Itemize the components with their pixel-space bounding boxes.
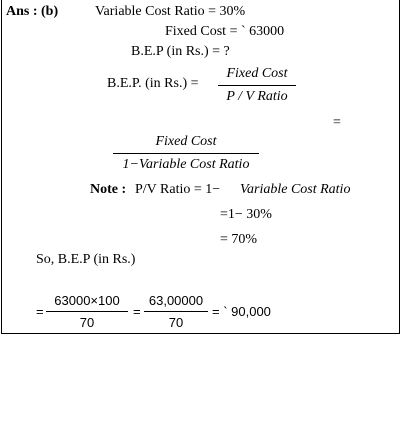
calc-denominator-1: 70 (79, 315, 95, 330)
formula-denominator: P / V Ratio (226, 89, 288, 104)
answer-label: Ans : (b) (6, 4, 59, 19)
fraction-bar (113, 153, 259, 154)
calc-equals-1: = (36, 304, 44, 319)
so-bep-line: So, B.E.P (in Rs.) (36, 252, 136, 267)
note-step-1: =1− 30% (220, 207, 272, 222)
note-label: Note : (90, 182, 127, 197)
fraction-bar (218, 85, 296, 86)
expanded-denominator: 1−Variable Cost Ratio (122, 157, 250, 172)
calc-denominator-2: 70 (168, 315, 184, 330)
calc-result: = ` 90,000 (212, 304, 271, 319)
calc-equals-2: = (133, 304, 141, 319)
note-text: P/V Ratio = 1− (135, 182, 221, 197)
bep-question: B.E.P (in Rs.) = ? (131, 44, 230, 59)
formula-numerator: Fixed Cost (226, 66, 288, 81)
bep-formula-fraction (218, 67, 296, 104)
calc-numerator-1: 63000×100 (54, 293, 120, 308)
expanded-numerator: Fixed Cost (155, 134, 217, 149)
calc-fraction-2 (144, 294, 208, 329)
calc-fraction-1 (46, 294, 128, 329)
variable-cost-ratio-line: Variable Cost Ratio = 30% (95, 4, 246, 19)
bep-formula-lhs: B.E.P. (in Rs.) = (107, 76, 199, 91)
note-step-2: = 70% (220, 232, 258, 247)
fraction-bar (46, 311, 128, 312)
fraction-bar (144, 311, 208, 312)
note-text-italic: Variable Cost Ratio (240, 182, 351, 197)
fixed-cost-line: Fixed Cost = ` 63000 (165, 24, 285, 39)
bep-fraction-expanded (113, 135, 259, 172)
calc-numerator-2: 63,00000 (148, 293, 204, 308)
equals-sign-right: = (333, 115, 341, 130)
